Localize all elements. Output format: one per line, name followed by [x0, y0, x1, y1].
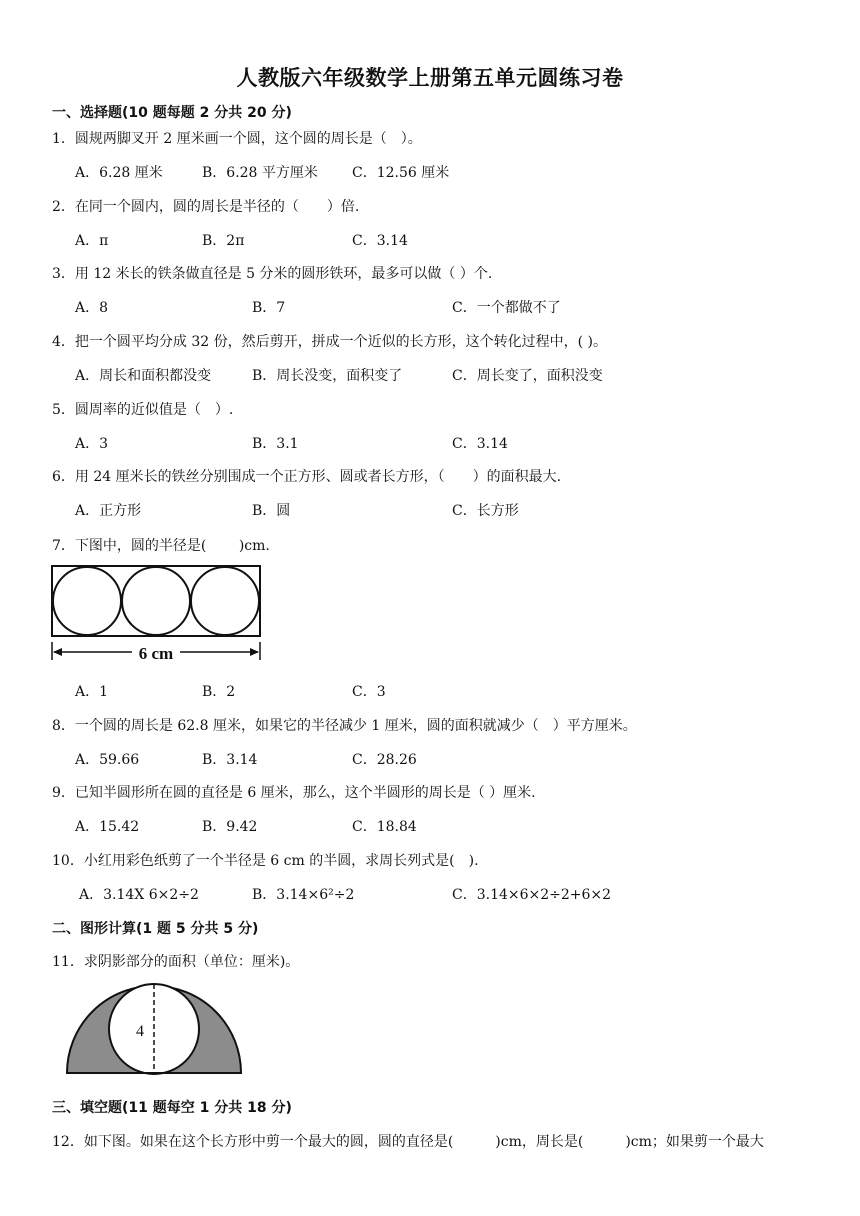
question-8-stem: 8．一个圆的周长是 62.8 厘米，如果它的半径减少 1 厘米，圆的面积就减少（ ）平方厘米。 — [52, 718, 637, 734]
question-2-stem: 2．在同一个圆内，圆的周长是半径的（ ）倍. — [52, 199, 360, 215]
question-10-stem: 10．小红用彩色纸剪了一个半径是 6 cm 的半圆，求周长列式是( ). — [52, 853, 479, 869]
question-5-option-a: A．3 — [75, 436, 109, 452]
question-3-option-b: B．7 — [252, 300, 286, 316]
question-5-stem: 5．圆周率的近似值是（ ）. — [52, 402, 234, 418]
question-3-stem: 3．用 12 米长的铁条做直径是 5 分米的圆形铁环，最多可以做（ ）个. — [52, 266, 493, 282]
question-8-option-a: A．59.66 — [75, 752, 140, 768]
shaded-semicircle-figure — [64, 982, 244, 1076]
question-7-option-b: B．2 — [202, 684, 236, 700]
question-2-option-b: B．2π — [202, 233, 245, 249]
figure-circle — [122, 567, 190, 635]
question-4-stem: 4．把一个圆平均分成 32 份，然后剪开，拼成一个近似的长方形，这个转化过程中，( )。 — [52, 334, 607, 350]
question-4-option-b: B．周长没变，面积变了 — [252, 368, 403, 384]
question-1-option-a: A．6.28 厘米 — [75, 165, 163, 181]
question-6-stem: 6．用 24 厘米长的铁丝分别围成一个正方形、圆或者长方形，（ ）的面积最大. — [52, 469, 562, 485]
question-12-stem: 12．如下图。如果在这个长方形中剪一个最大的圆，圆的直径是( )cm，周长是( )cm；如果剪一个最大 — [52, 1134, 764, 1150]
section-heading-choice: 一、选择题(10 题每题 2 分共 20 分) — [52, 105, 292, 121]
question-10-option-c: C．3.14×6×2÷2+6×2 — [452, 887, 612, 903]
question-7-option-c: C．3 — [352, 684, 386, 700]
question-3-option-a: A．8 — [75, 300, 109, 316]
figure-circle — [191, 567, 259, 635]
dimension-arrow-right — [250, 648, 259, 656]
question-3-option-c: C．一个都做不了 — [452, 300, 561, 316]
question-10-option-b: B．3.14×6²÷2 — [252, 887, 355, 903]
question-6-option-a: A．正方形 — [75, 503, 142, 519]
figure-circle — [53, 567, 121, 635]
question-9-option-b: B．9.42 — [202, 819, 258, 835]
question-6-option-b: B．圆 — [252, 503, 291, 519]
diameter-label: 4 — [136, 1023, 144, 1040]
dimension-label: 6 cm — [138, 644, 174, 662]
question-7-option-a: A．1 — [75, 684, 109, 700]
dimension-arrow-left — [53, 648, 62, 656]
three-circles-figure — [50, 564, 264, 662]
question-9-stem: 9．已知半圆形所在圆的直径是 6 厘米，那么，这个半圆形的周长是（ ）厘米. — [52, 785, 536, 801]
question-7-stem: 7．下图中，圆的半径是( )cm. — [52, 538, 270, 554]
question-5-option-c: C．3.14 — [452, 436, 508, 452]
question-2-option-c: C．3.14 — [352, 233, 408, 249]
figure-rectangle — [52, 566, 260, 636]
question-1-stem: 1．圆规两脚叉开 2 厘米画一个圆，这个圆的周长是（ ）。 — [52, 131, 422, 147]
question-8-option-c: C．28.26 — [352, 752, 417, 768]
page-title: 人教版六年级数学上册第五单元圆练习卷 — [236, 66, 624, 90]
question-5-option-b: B．3.1 — [252, 436, 299, 452]
question-1-option-b: B．6.28 平方厘米 — [202, 165, 318, 181]
question-2-option-a: A．π — [75, 233, 109, 249]
question-1-option-c: C．12.56 厘米 — [352, 165, 450, 181]
question-4-option-c: C．周长变了，面积没变 — [452, 368, 603, 384]
question-6-option-c: C．长方形 — [452, 503, 519, 519]
question-4-option-a: A．周长和面积都没变 — [75, 368, 212, 384]
question-8-option-b: B．3.14 — [202, 752, 258, 768]
question-10-option-a: A．3.14X 6×2÷2 — [79, 887, 199, 903]
section-heading-fill-blank: 三、填空题(11 题每空 1 分共 18 分) — [52, 1100, 292, 1116]
question-9-option-c: C．18.84 — [352, 819, 417, 835]
section-heading-figure-calc: 二、图形计算(1 题 5 分共 5 分) — [52, 921, 259, 937]
question-11-stem: 11．求阴影部分的面积（单位：厘米)。 — [52, 954, 300, 970]
question-9-option-a: A．15.42 — [75, 819, 140, 835]
